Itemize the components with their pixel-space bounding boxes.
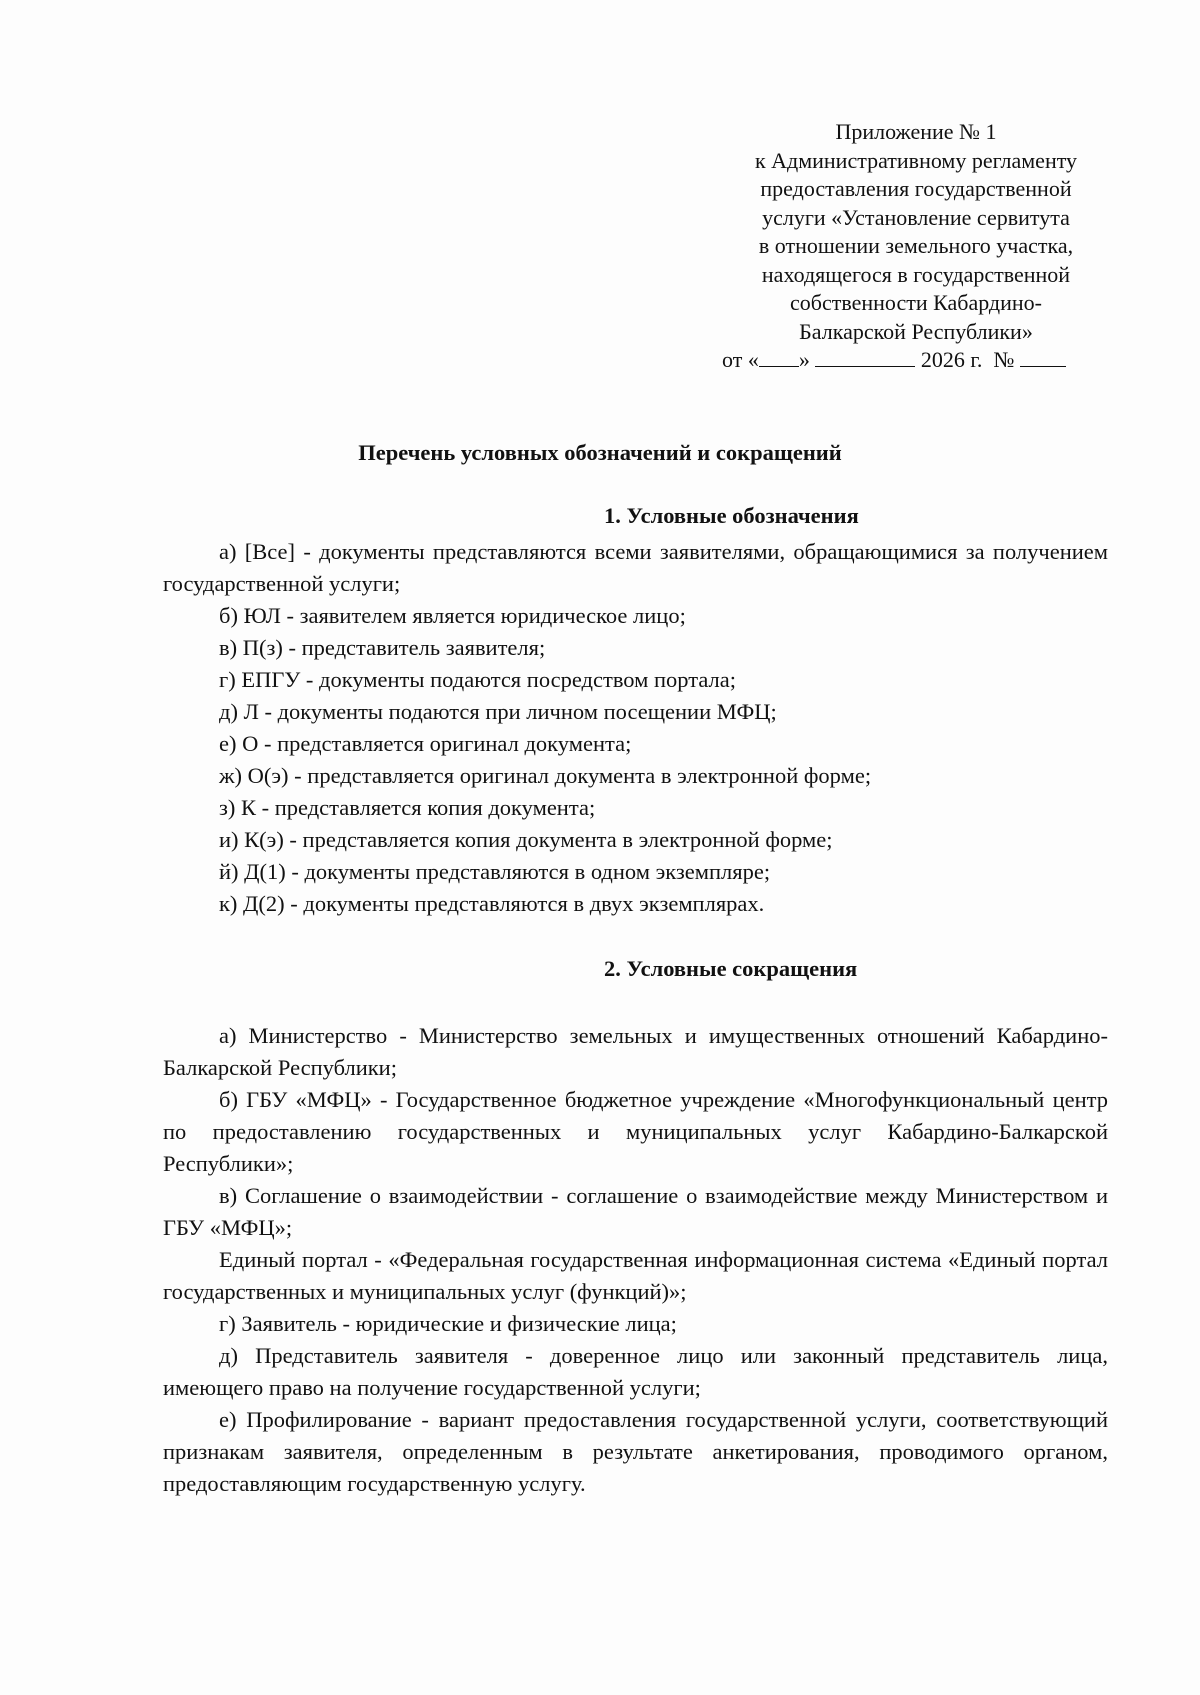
appendix-line: предоставления государственной	[760, 176, 1072, 201]
list-item: д) Представитель заявителя - доверенное лицо или законный представитель лица, имеющего право на получение государственной услуги;	[163, 1343, 1108, 1400]
date-prefix: от «	[722, 347, 759, 372]
date-year: 2026 г.	[920, 347, 983, 372]
list-item: б) ГБУ «МФЦ» - Государственное бюджетное учреждение «Многофункциональный центр по предоставлению государственных и муниципальных услуг Кабардино-Балкарской Республики»;	[163, 1087, 1108, 1176]
list-item: г) ЕПГУ - документы подаются посредством портала;	[219, 667, 736, 692]
day-blank	[759, 348, 799, 367]
appendix-line: Приложение № 1	[835, 119, 997, 144]
list-item: е) О - представляется оригинал документа;	[219, 731, 632, 756]
appendix-header	[718, 118, 1114, 375]
section-2-heading: 2. Условные сокращения	[604, 956, 858, 981]
list-item: ж) О(э) - представляется оригинал документа в электронной форме;	[219, 763, 872, 788]
list-item: и) К(э) - представляется копия документа в электронной форме;	[219, 827, 833, 852]
appendix-line: Балкарской Республики»	[799, 318, 1033, 344]
month-blank	[815, 348, 915, 367]
list-item: в) П(з) - представитель заявителя;	[219, 635, 546, 660]
list-item: в) Соглашение о взаимодействии - соглашение о взаимодействие между Министерством и ГБУ «МФЦ»;	[163, 1183, 1108, 1240]
list-item: а) [Все] - документы представляются всеми заявителями, обращающимися за получением государственной услуги;	[163, 539, 1108, 596]
section-1-heading: 1. Условные обозначения	[604, 503, 859, 528]
appendix-line: находящегося в государственной	[761, 261, 1071, 287]
list-item: е) Профилирование - вариант предоставления государственной услуги, соответствующий признакам заявителя, определенным в результате анкетирования, проводимого органом, предоставляющим государственную услугу.	[163, 1407, 1108, 1496]
section-2-body	[163, 1020, 1108, 1500]
section-1-body	[163, 536, 1108, 920]
appendix-date-line	[722, 346, 1114, 375]
number-blank	[1020, 348, 1066, 367]
list-item: д) Л - документы подаются при личном посещении МФЦ;	[219, 699, 777, 724]
list-item: г) Заявитель - юридические и физические лица;	[219, 1311, 677, 1336]
appendix-line: в отношении земельного участка,	[758, 233, 1074, 258]
document-title: Перечень условных обозначений и сокращений	[358, 440, 842, 465]
date-mid: »	[798, 347, 810, 372]
number-sign: №	[993, 347, 1015, 372]
list-item: Единый портал - «Федеральная государственная информационная система «Единый портал государственных и муниципальных услуг (функций)»;	[163, 1247, 1108, 1304]
appendix-line: собственности Кабардино-	[790, 290, 1042, 315]
appendix-line: услуги «Установление сервитута	[762, 204, 1070, 230]
list-item: з) К - представляется копия документа;	[219, 795, 596, 820]
appendix-line: к Административному регламенту	[754, 147, 1078, 173]
list-item: й) Д(1) - документы представляются в одном экземпляре;	[219, 859, 771, 884]
list-item: б) ЮЛ - заявителем является юридическое лицо;	[219, 603, 686, 628]
list-item: к) Д(2) - документы представляются в двух экземплярах.	[219, 891, 765, 916]
list-item: а) Министерство - Министерство земельных и имущественных отношений Кабардино-Балкарской Республики;	[163, 1023, 1108, 1080]
